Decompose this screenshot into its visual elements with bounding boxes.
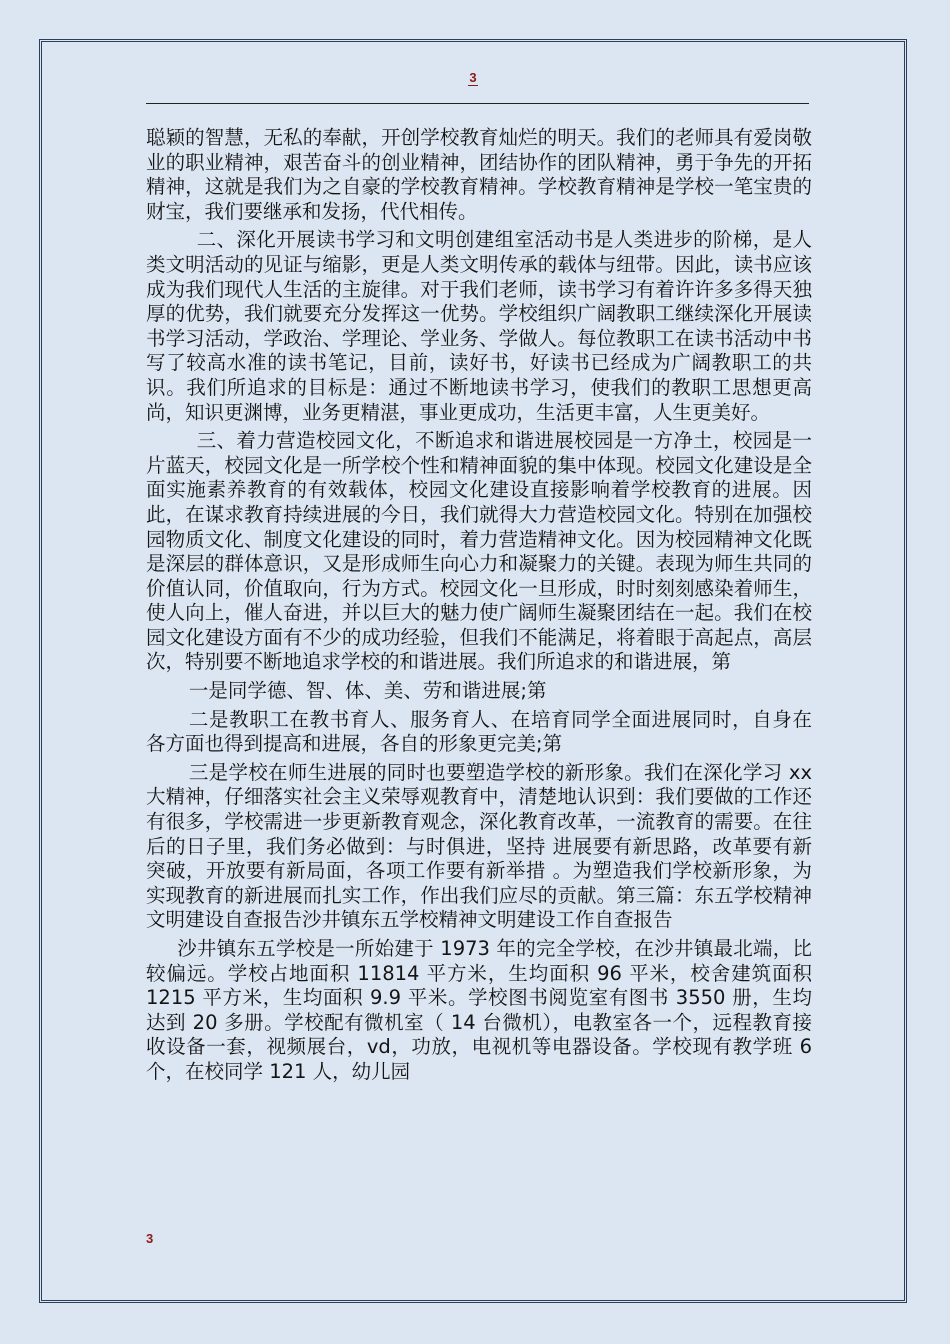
paragraph: 二、深化开展读书学习和文明创建组室活动书是人类进步的阶梯，是人类文明活动的见证与缩影，更是人类文明传承的载体与纽带。因此，读书应该成为我们现代人生活的主旋律。对于我们老师，读书学习有着许许多多得天独厚的优势，我们就要充分发挥这一优势。学校组织广阔教职工继续深化开展读书学习活动，学政治、学理论、学业务、学做人。每位教职工在读书活动中书写了较高水准的读书笔记，目前，读好书，好读书已经成为广阔教职工的共识。我们所追求的目标是：通过不断地读书学习，使我们的教职工思想更高尚，知识更渊博，业务更精湛，事业更成功，生活更丰富，人生更美好。 bbox=[146, 228, 812, 424]
paragraph: 二是教职工在教书育人、服务育人、在培育同学全面进展同时，自身在各方面也得到提高和进展，各自的形象更完美;第 bbox=[146, 707, 812, 756]
paragraph: 三是学校在师生进展的同时也要塑造学校的新形象。我们在深化学习 xx 大精神，仔细落实社会主义荣辱观教育中，清楚地认识到：我们要做的工作还有很多，学校需进一步更新教育观念，深化教育改革，一流教育的需要。在往后的日子里，我们务必做到：与时俱进，坚持 进展要有新思路，改革要有新突破，开放要有新局面，各项工作要有新举措 。为塑造我们学校新形象，为实现教育的新进展而扎实工作，作出我们应尽的贡献。第三篇：东五学校精神文明建设自查报告沙井镇东五学校精神文明建设工作自查报告 bbox=[146, 760, 812, 932]
footer-page-number: 3 bbox=[146, 1231, 154, 1246]
body-text bbox=[146, 126, 812, 1089]
paragraph: 沙井镇东五学校是一所始建于 1973 年的完全学校，在沙井镇最北端，比较偏远。学校占地面积 11814 平方米，生均面积 96 平米，校舍建筑面积 1215 平方米，生均面积 9.9 平米。学校图书阅览室有图书 3550 册，生均达到 20 多册。学校配有微机室（ 14 台微机），电教室各一个，远程教育接收设备一套，视频展台，vd，功放，电视机等电器设备。学校现有教学班 6 个，在校同学 121 人，幼儿园 bbox=[146, 937, 812, 1083]
paragraph: 聪颖的智慧，无私的奉献，开创学校教育灿烂的明天。我们的老师具有爱岗敬业的职业精神，艰苦奋斗的创业精神，团结协作的团队精神，勇于争先的开拓精神，这就是我们为之自豪的学校教育精神。学校教育精神是学校一笔宝贵的财宝，我们要继承和发扬，代代相传。 bbox=[146, 126, 812, 223]
header-page-number: 3 bbox=[469, 70, 477, 85]
paragraph: 一是同学德、智、体、美、劳和谐进展;第 bbox=[188, 679, 547, 703]
paragraph: 三、着力营造校园文化，不断追求和谐进展校园是一方净土，校园是一片蓝天，校园文化是一所学校个性和精神面貌的集中体现。校园文化建设是全面实施素养教育的有效载体，校园文化建设直接影响着学校教育的进展。因此，在谋求教育持续进展的今日，我们就得大力营造校园文化。特别在加强校园物质文化、制度文化建设的同时，着力营造精神文化。因为校园精神文化既是深层的群体意识，又是形成师生向心力和凝聚力的关键。表现为师生共同的价值认同，价值取向，行为方式。校园文化一旦形成，时时刻刻感染着师生，使人向上，催人奋进，并以巨大的魅力使广阔师生凝聚团结在一起。我们在校园文化建设方面有不少的成功经验，但我们不能满足，将着眼于高起点，高层次，特别要不断地追求学校的和谐进展。我们所追求的和谐进展，第 bbox=[146, 429, 812, 674]
document-page bbox=[39, 39, 907, 1303]
header-divider bbox=[146, 103, 809, 104]
